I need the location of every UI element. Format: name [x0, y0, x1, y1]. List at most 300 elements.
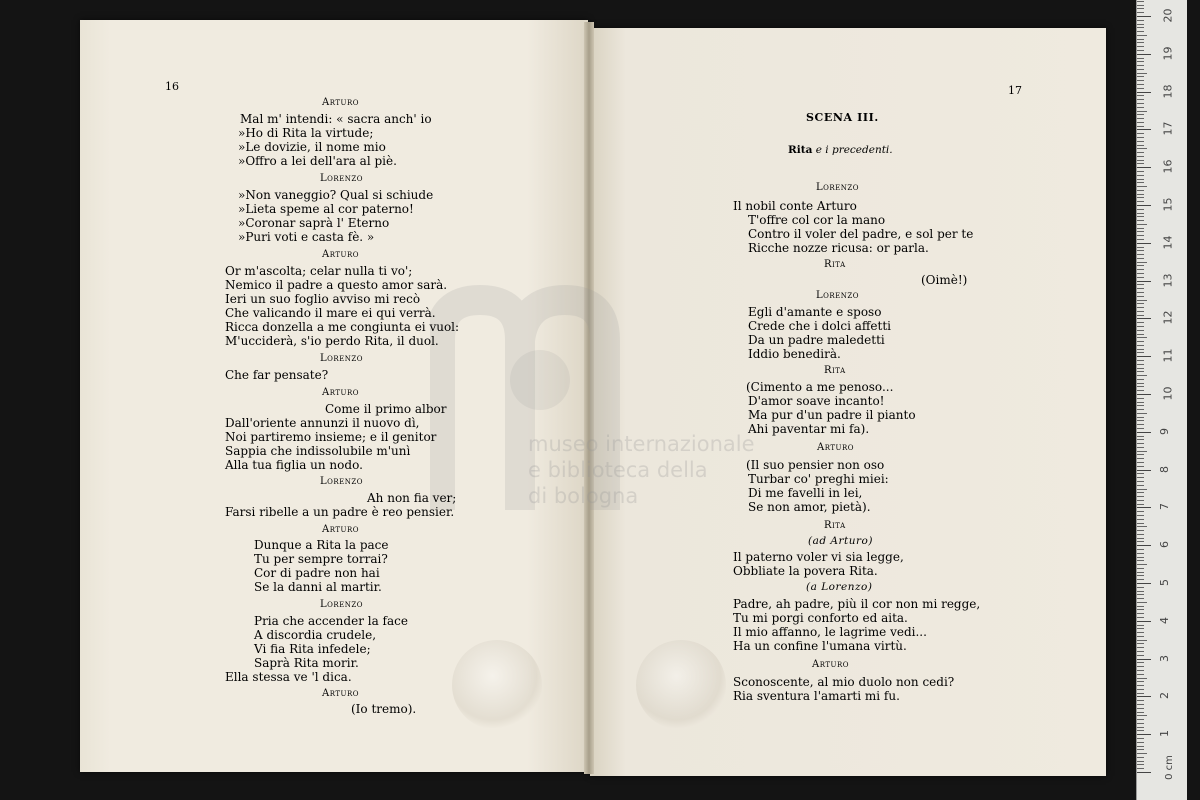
ruler-tick [1137, 20, 1144, 21]
verse-line: Nemico il padre a questo amor sarà. [225, 278, 448, 292]
ruler-tick [1137, 447, 1144, 448]
ruler-tick [1137, 356, 1151, 357]
ruler-label: 17 [1161, 121, 1175, 136]
watermark-line-3: di bologna [528, 484, 639, 508]
ruler-tick [1137, 368, 1144, 369]
ruler-tick [1137, 678, 1147, 679]
ruler-tick [1137, 405, 1144, 406]
ruler-tick [1137, 61, 1144, 62]
ruler-tick [1137, 194, 1144, 195]
ruler-tick [1137, 564, 1147, 565]
verse-line: Or m'ascolta; celar nulla ti vo'; [225, 264, 413, 278]
ruler-tick [1137, 738, 1144, 739]
ruler-tick [1137, 383, 1144, 384]
verse-line: Ah non fia ver; [367, 491, 457, 505]
verse-line: Dunque a Rita la pace [254, 538, 389, 552]
ruler-tick [1137, 727, 1144, 728]
ruler-tick [1137, 575, 1144, 576]
verse-line: Il paterno voler vi sia legge, [733, 550, 904, 564]
ruler-tick [1137, 696, 1151, 697]
ruler-tick [1137, 216, 1144, 217]
ruler-tick [1137, 76, 1144, 77]
ruler-tick [1137, 560, 1144, 561]
verse-line: Vi fia Rita infedele; [254, 642, 371, 656]
ruler-tick [1137, 742, 1144, 743]
verse-line: M'ucciderà, s'io perdo Rita, il duol. [225, 334, 439, 348]
ruler-tick [1137, 171, 1144, 172]
ruler-tick [1137, 549, 1144, 550]
ruler-tick [1137, 167, 1151, 168]
ruler-tick [1137, 179, 1144, 180]
ruler-tick [1137, 190, 1144, 191]
speaker-label: Arturo [812, 659, 849, 670]
speaker-label: Lorenzo [320, 173, 363, 184]
ruler-tick [1137, 46, 1144, 47]
ruler-tick [1137, 27, 1144, 28]
ruler-tick [1137, 281, 1151, 282]
ruler-tick [1137, 693, 1144, 694]
ruler-tick [1137, 462, 1144, 463]
verse-line: Alla tua figlia un nodo. [225, 458, 363, 472]
embossed-stamp-right [636, 640, 726, 730]
verse-line: »Ho di Rita la virtude; [238, 126, 374, 140]
ruler-tick [1137, 587, 1144, 588]
speaker-label: Rita [824, 520, 846, 531]
verse-line: »Coronar saprà l' Eterno [238, 216, 390, 230]
verse-line: Tu per sempre torrai? [254, 552, 388, 566]
ruler-tick [1137, 111, 1147, 112]
ruler-tick [1137, 205, 1151, 206]
ruler-tick [1137, 54, 1151, 55]
ruler-label: 16 [1161, 159, 1175, 174]
ruler-tick [1137, 247, 1144, 248]
ruler-tick [1137, 118, 1144, 119]
ruler-tick [1137, 534, 1144, 535]
ruler-tick [1137, 538, 1144, 539]
ruler-label: 11 [1161, 348, 1175, 363]
ruler-tick [1137, 114, 1144, 115]
ruler-tick [1137, 239, 1144, 240]
verse-line: Se non amor, pietà). [748, 500, 871, 514]
ruler-tick [1137, 258, 1144, 259]
ruler-label: 14 [1161, 235, 1175, 250]
ruler-tick [1137, 197, 1144, 198]
ruler-tick [1137, 375, 1147, 376]
ruler-tick [1137, 579, 1144, 580]
verse-line: Sappia che indissolubile m'unì [225, 444, 411, 458]
ruler-tick [1137, 466, 1144, 467]
ruler-tick [1137, 337, 1147, 338]
ruler-tick [1137, 454, 1144, 455]
verse-line: »Lieta speme al cor paterno! [238, 202, 414, 216]
ruler-tick [1137, 148, 1147, 149]
ruler-tick [1137, 617, 1144, 618]
ruler-tick [1137, 500, 1144, 501]
ruler-tick [1137, 349, 1144, 350]
ruler-tick [1137, 659, 1151, 660]
scene-characters-rest: e i precedenti. [815, 144, 893, 156]
ruler-tick [1137, 530, 1144, 531]
ruler-tick [1137, 133, 1144, 134]
verse-line: Ella stessa ve 'l dica. [225, 670, 352, 684]
ruler-tick [1137, 753, 1147, 754]
ruler-tick [1137, 88, 1144, 89]
ruler-tick [1137, 269, 1144, 270]
verse-line: (Cimento a me penoso... [746, 380, 894, 394]
ruler-tick [1137, 473, 1144, 474]
ruler-tick [1137, 636, 1144, 637]
ruler-tick [1137, 73, 1147, 74]
ruler-label: 5 [1158, 579, 1171, 586]
verse-line: Che valicando il mare ei qui verrà. [225, 306, 436, 320]
verse-line: (Io tremo). [351, 702, 417, 716]
ruler-tick [1137, 35, 1147, 36]
speaker-label: Lorenzo [320, 353, 363, 364]
ruler-label: 9 [1158, 427, 1171, 435]
ruler-tick [1137, 265, 1144, 266]
ruler-tick [1137, 390, 1144, 391]
ruler-tick [1137, 591, 1144, 592]
ruler-tick [1137, 228, 1144, 229]
verse-line: Noi partiremo insieme; e il genitor [225, 430, 437, 444]
verse-line: Ahi paventar mi fa). [748, 422, 870, 436]
ruler-tick [1137, 69, 1144, 70]
watermark-line-1: museo internazionale [528, 432, 755, 456]
verse-line: »Le dovizie, il nome mio [238, 140, 386, 154]
ruler-tick [1137, 334, 1144, 335]
ruler-tick [1137, 420, 1144, 421]
speaker-label: Arturo [322, 524, 359, 535]
ruler-tick [1137, 156, 1144, 157]
speaker-label: Arturo [322, 387, 359, 398]
ruler-tick [1137, 201, 1144, 202]
verse-line: Dall'oriente annunzi il nuovo dì, [225, 416, 420, 430]
ruler-tick [1137, 451, 1147, 452]
ruler-tick [1137, 700, 1144, 701]
ruler-tick [1137, 545, 1151, 546]
verse-line: Da un padre maledetti [748, 333, 885, 347]
ruler-label: 1 [1158, 730, 1171, 738]
ruler-tick [1137, 65, 1144, 66]
ruler-tick [1137, 730, 1144, 731]
ruler-tick [1137, 613, 1144, 614]
ruler-tick [1137, 439, 1144, 440]
ruler-tick [1137, 526, 1147, 527]
ruler-tick [1137, 761, 1144, 762]
ruler-tick [1137, 326, 1144, 327]
verse-line: Sconoscente, al mio duolo non cedi? [733, 675, 955, 689]
ruler-label: 2 [1158, 692, 1171, 700]
ruler-tick [1137, 137, 1144, 138]
verse-line: »Non vaneggio? Qual si schiude [238, 188, 434, 202]
measurement-ruler [1136, 0, 1187, 800]
scene-title: SCENA III. [806, 111, 879, 124]
verse-line: Il nobil conte Arturo [733, 199, 857, 213]
ruler-tick [1137, 583, 1151, 584]
ruler-tick [1137, 307, 1144, 308]
ruler-tick [1137, 708, 1144, 709]
scene-characters [788, 144, 893, 156]
ruler-tick [1137, 674, 1144, 675]
verse-line: Ricca donzella a me congiunta ei vuol: [225, 320, 460, 334]
verse-line: Ria sventura l'amarti mi fu. [733, 689, 900, 703]
ruler-label: 7 [1158, 503, 1171, 511]
ruler-tick [1137, 352, 1144, 353]
ruler-tick [1137, 42, 1144, 43]
ruler-tick [1137, 492, 1144, 493]
verse-line: D'amor soave incanto! [748, 394, 885, 408]
ruler-tick [1137, 519, 1144, 520]
ruler-tick [1137, 507, 1151, 508]
ruler-tick [1137, 489, 1147, 490]
verse-line: Cor di padre non hai [254, 566, 380, 580]
ruler-tick [1137, 213, 1144, 214]
verse-line: A discordia crudele, [254, 628, 377, 642]
ruler-tick [1137, 141, 1144, 142]
verse-line: Egli d'amante e sposo [748, 305, 882, 319]
ruler-tick [1137, 129, 1151, 130]
verse-line: Ricche nozze ricusa: or parla. [748, 241, 929, 255]
ruler-tick [1137, 772, 1151, 773]
ruler-label: 4 [1158, 616, 1171, 624]
ruler-tick [1137, 311, 1144, 312]
ruler-tick [1137, 651, 1144, 652]
ruler-tick [1137, 496, 1144, 497]
ruler-tick [1137, 379, 1144, 380]
verse-line: Contro il voler del padre, e sol per te [748, 227, 974, 241]
verse-line: Pria che accender la face [254, 614, 408, 628]
embossed-stamp-left [452, 640, 542, 730]
ruler-label: 19 [1161, 46, 1175, 61]
verse-line: Farsi ribelle a un padre è reo pensier. [225, 505, 455, 519]
verse-line: Padre, ah padre, più il cor non mi regge, [733, 597, 981, 611]
verse-line: Se la danni al martir. [254, 580, 382, 594]
scene-characters-name: Rita [788, 144, 813, 156]
ruler-tick [1137, 515, 1144, 516]
ruler-tick [1137, 643, 1144, 644]
ruler-tick [1137, 224, 1147, 225]
ruler-tick [1137, 80, 1144, 81]
ruler-unit-label: 0 cm [1163, 755, 1175, 780]
ruler-tick [1137, 296, 1144, 297]
ruler-tick [1137, 175, 1144, 176]
verse-line: Ieri un suo foglio avviso mi recò [225, 292, 421, 306]
ruler-tick [1137, 243, 1151, 244]
ruler-tick [1137, 504, 1144, 505]
ruler-tick [1137, 145, 1144, 146]
page-number-right: 17 [1008, 84, 1022, 97]
ruler-tick [1137, 235, 1144, 236]
ruler-tick [1137, 723, 1144, 724]
speaker-label: Lorenzo [816, 182, 859, 193]
ruler-tick [1137, 485, 1144, 486]
stage-direction: (a Lorenzo) [806, 581, 873, 593]
ruler-tick [1137, 39, 1144, 40]
ruler-tick [1137, 689, 1144, 690]
verse-line: Tu mi porgi conforto ed aita. [733, 611, 908, 625]
verse-line: Ma pur d'un padre il pianto [748, 408, 916, 422]
verse-line: Iddio benedirà. [748, 347, 841, 361]
verse-line: Ha un confine l'umana virtù. [733, 639, 907, 653]
verse-line: Come il primo albor [325, 402, 447, 416]
ruler-tick [1137, 606, 1144, 607]
ruler-tick [1137, 318, 1151, 319]
ruler-tick [1137, 341, 1144, 342]
ruler-tick [1137, 640, 1147, 641]
ruler-tick [1137, 284, 1144, 285]
ruler-tick [1137, 122, 1144, 123]
ruler-tick [1137, 163, 1144, 164]
ruler-tick [1137, 209, 1144, 210]
ruler-tick [1137, 345, 1144, 346]
ruler-tick [1137, 1, 1144, 2]
watermark-line-2: e biblioteca della [528, 458, 708, 482]
ruler-tick [1137, 458, 1144, 459]
verse-line: Turbar co' preghi miei: [748, 472, 889, 486]
ruler-tick [1137, 681, 1144, 682]
ruler-tick [1137, 277, 1144, 278]
ruler-tick [1137, 598, 1144, 599]
ruler-tick [1137, 557, 1144, 558]
speaker-label: Lorenzo [816, 290, 859, 301]
ruler-tick [1137, 330, 1144, 331]
ruler-tick [1137, 719, 1144, 720]
ruler-tick [1137, 371, 1144, 372]
ruler-tick [1137, 99, 1144, 100]
verse-line: Saprà Rita morir. [254, 656, 359, 670]
ruler-tick [1137, 428, 1144, 429]
verse-line: »Offro a lei dell'ara al piè. [238, 154, 397, 168]
ruler-tick [1137, 443, 1144, 444]
verse-line: Che far pensate? [225, 368, 329, 382]
ruler-tick [1137, 160, 1144, 161]
ruler-tick [1137, 50, 1144, 51]
stage-direction: (ad Arturo) [808, 535, 873, 547]
ruler-tick [1137, 470, 1151, 471]
ruler-tick [1137, 628, 1144, 629]
verse-line: Di me favelli in lei, [748, 486, 863, 500]
verse-line: T'offre col cor la mano [748, 213, 886, 227]
ruler-tick [1137, 413, 1147, 414]
ruler-tick [1137, 182, 1144, 183]
ruler-tick [1137, 481, 1144, 482]
ruler-tick [1137, 621, 1151, 622]
ruler-tick [1137, 764, 1144, 765]
ruler-label: 13 [1161, 273, 1175, 288]
ruler-tick [1137, 8, 1144, 9]
ruler-label: 18 [1161, 84, 1175, 99]
ruler-tick [1137, 254, 1144, 255]
ruler-tick [1137, 292, 1144, 293]
speaker-label: Rita [824, 259, 846, 270]
ruler-tick [1137, 685, 1144, 686]
verse-line: Obbliate la povera Rita. [733, 564, 878, 578]
speaker-label: Arturo [322, 249, 359, 260]
verse-line: Mal m' intendi: « sacra anch' io [240, 112, 432, 126]
ruler-tick [1137, 288, 1144, 289]
ruler-tick [1137, 609, 1144, 610]
ruler-tick [1137, 394, 1151, 395]
ruler-tick [1137, 746, 1144, 747]
ruler-tick [1137, 315, 1144, 316]
ruler-tick [1137, 95, 1144, 96]
book-gutter [584, 22, 594, 774]
ruler-tick [1137, 409, 1144, 410]
ruler-tick [1137, 273, 1144, 274]
ruler-tick [1137, 322, 1144, 323]
verse-line: »Puri voti e casta fè. » [238, 230, 375, 244]
ruler-tick [1137, 16, 1151, 17]
ruler-tick [1137, 523, 1144, 524]
ruler-tick [1137, 541, 1144, 542]
ruler-tick [1137, 103, 1144, 104]
ruler-label: 15 [1161, 197, 1175, 212]
ruler-tick [1137, 662, 1144, 663]
ruler-tick [1137, 417, 1144, 418]
ruler-tick [1137, 594, 1144, 595]
ruler-label: 12 [1161, 310, 1175, 325]
ruler-tick [1137, 704, 1144, 705]
ruler-tick [1137, 31, 1144, 32]
ruler-tick [1137, 715, 1147, 716]
ruler-tick [1137, 432, 1151, 433]
ruler-tick [1137, 757, 1144, 758]
speaker-label: Lorenzo [320, 476, 363, 487]
ruler-tick [1137, 553, 1144, 554]
ruler-tick [1137, 364, 1144, 365]
ruler-tick [1137, 477, 1144, 478]
ruler-tick [1137, 231, 1144, 232]
ruler-tick [1137, 655, 1144, 656]
ruler-tick [1137, 734, 1151, 735]
verse-line: (Il suo pensier non oso [746, 458, 885, 472]
verse-line: Crede che i dolci affetti [748, 319, 892, 333]
ruler-tick [1137, 300, 1147, 301]
ruler-tick [1137, 625, 1144, 626]
ruler-tick [1137, 107, 1144, 108]
speaker-label: Arturo [322, 688, 359, 699]
ruler-tick [1137, 58, 1144, 59]
ruler-tick [1137, 303, 1144, 304]
ruler-tick [1137, 92, 1151, 93]
ruler-tick [1137, 126, 1144, 127]
ruler-tick [1137, 768, 1144, 769]
ruler-tick [1137, 749, 1144, 750]
ruler-tick [1137, 670, 1144, 671]
ruler-tick [1137, 360, 1144, 361]
ruler-tick [1137, 712, 1144, 713]
speaker-label: Arturo [817, 442, 854, 453]
ruler-tick [1137, 402, 1144, 403]
ruler-label: 10 [1161, 386, 1175, 401]
verse-line: Il mio affanno, le lagrime vedi... [733, 625, 927, 639]
speaker-label: Arturo [322, 97, 359, 108]
ruler-tick [1137, 666, 1144, 667]
ruler-tick [1137, 386, 1144, 387]
page-number-left: 16 [165, 80, 179, 93]
ruler-tick [1137, 152, 1144, 153]
ruler-tick [1137, 568, 1144, 569]
ruler-tick [1137, 572, 1144, 573]
ruler-tick [1137, 436, 1144, 437]
ruler-tick [1137, 220, 1144, 221]
ruler-tick [1137, 632, 1144, 633]
ruler-tick [1137, 5, 1144, 6]
ruler-label: 8 [1158, 465, 1171, 473]
ruler-tick [1137, 602, 1147, 603]
ruler-tick [1137, 250, 1144, 251]
ruler-tick [1137, 398, 1144, 399]
